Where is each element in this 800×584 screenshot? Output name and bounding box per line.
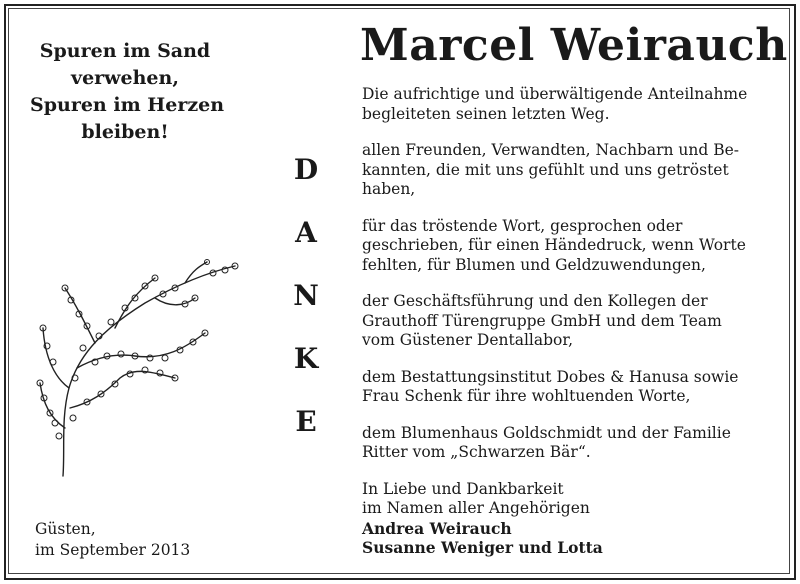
text-line: kannten, die mit uns gefühlt und uns getröstet: [362, 160, 729, 179]
motto-line: Spuren im Sand: [39, 40, 211, 62]
closing-line: In Liebe und Dankbarkeit: [362, 479, 564, 498]
place-date: im September 2013: [35, 541, 191, 559]
danke-vertical: [282, 152, 330, 467]
thanks-paragraph-funeral: [362, 368, 752, 407]
text-line: geschrieben, für einen Händedruck, wenn Worte: [362, 236, 746, 254]
motto-line: Spuren im Herzen: [30, 94, 225, 116]
place-city: Güsten,: [35, 520, 96, 538]
text-line: Frau Schenk für ihre wohltuenden Worte,: [362, 387, 691, 405]
text-line: dem Blumenhaus Goldschmidt und der Familie: [362, 423, 731, 442]
text-line: dem Bestattungsinstitut Dobes & Hanusa sowie: [362, 367, 739, 386]
thanks-paragraph-words: [362, 217, 752, 276]
place-and-date: [35, 519, 190, 561]
text-line: für das tröstende Wort, gesprochen oder: [362, 216, 683, 235]
text-line: Die aufrichtige und überwältigende Anteilnahme: [362, 85, 748, 103]
motto-line: verwehen,: [71, 67, 179, 89]
text-line: haben,: [362, 180, 416, 198]
danke-letter: D: [293, 153, 319, 186]
motto-line: bleiben!: [81, 121, 169, 143]
danke-letter: A: [295, 216, 317, 249]
signatory-name: Susanne Weniger und Lotta: [362, 538, 603, 557]
thanks-paragraph-colleagues: [362, 292, 752, 351]
danke-letter: K: [293, 342, 319, 375]
danke-letter: E: [295, 405, 317, 438]
intro-paragraph: [362, 85, 752, 124]
motto: [30, 38, 225, 146]
closing-line: im Namen aller Angehörigen: [362, 499, 590, 517]
thanks-paragraph-friends: [362, 141, 752, 200]
text-line: begleiteten seinen letzten Weg.: [362, 104, 610, 123]
text-line: allen Freunden, Verwandten, Nachbarn und Be-: [362, 141, 740, 159]
tree-branch-icon: [35, 258, 245, 480]
signatory-name: Andrea Weirauch: [362, 518, 512, 538]
danke-letter: N: [293, 279, 319, 312]
thanks-paragraph-florist: [362, 424, 752, 463]
closing-signature: [362, 480, 752, 558]
thank-you-text: [362, 85, 752, 558]
text-line: Grauthoff Türengruppe GmbH und dem Team: [362, 311, 722, 330]
text-line: vom Güstener Dentallabor,: [362, 331, 574, 349]
text-line: Ritter vom „Schwarzen Bär“.: [362, 443, 591, 461]
deceased-name: Marcel Weirauch: [360, 20, 788, 71]
text-line: der Geschäftsführung und den Kollegen der: [362, 292, 708, 310]
text-line: fehlten, für Blumen und Geldzuwendungen,: [362, 255, 706, 274]
